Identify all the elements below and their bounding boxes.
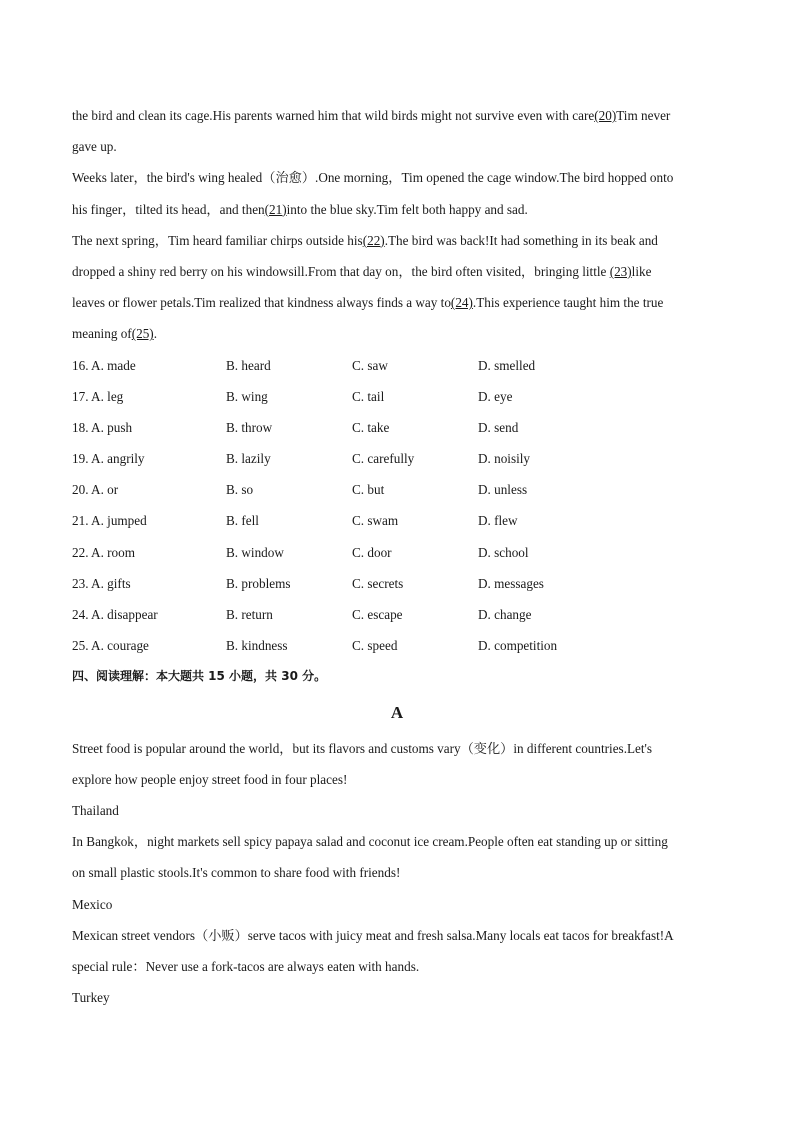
option-a: 17. A. leg	[72, 388, 124, 404]
option-c: C. saw	[352, 357, 388, 373]
option-b: B. return	[226, 607, 273, 622]
option-b: B. heard	[226, 357, 271, 373]
question-row	[72, 599, 722, 630]
cloze-text: .	[153, 326, 157, 342]
option-a: 23. A. gifts	[72, 575, 131, 591]
passage-line: special rule：Never use a fork-tacos are always eaten with hands.	[72, 958, 420, 974]
cloze-text: the bird and clean its cage.His parents warned him that wild birds might not survive even with care	[72, 108, 595, 123]
option-b: B. window	[226, 544, 284, 560]
option-d: D. messages	[478, 575, 544, 591]
option-a: 25. A. courage	[72, 638, 149, 654]
question-row	[72, 630, 722, 661]
option-d: D. noisily	[478, 451, 531, 467]
question-row	[72, 505, 722, 536]
blank-25: (25)	[131, 326, 154, 342]
passage-title: A	[390, 702, 404, 722]
option-d: D. smelled	[478, 357, 536, 373]
section-heading: 四、阅读理解：本大题共 15 小题，共 30 分。	[72, 669, 327, 684]
passage-subheading: Turkey	[72, 990, 110, 1006]
option-a: 16. A. made	[72, 357, 136, 373]
option-c: C. escape	[352, 607, 403, 622]
cloze-text: The next spring，Tim heard familiar chirps outside his	[72, 232, 363, 248]
cloze-text: his finger，tilted its head，and then	[72, 201, 265, 217]
question-list	[72, 350, 722, 662]
option-c: C. secrets	[352, 575, 404, 591]
blank-22: (22)	[362, 232, 385, 248]
cloze-line	[72, 256, 722, 287]
option-d: D. school	[478, 544, 529, 560]
option-c: C. but	[352, 482, 385, 498]
option-d: D. competition	[478, 638, 558, 654]
passage-line: In Bangkok，night markets sell spicy papaya salad and coconut ice cream.People often eat standing up or sitting	[72, 834, 668, 850]
cloze-text: gave up.	[72, 139, 117, 155]
cloze-line	[72, 131, 722, 162]
cloze-text: .The bird was back!It had something in its beak and	[384, 232, 658, 248]
cloze-line	[72, 194, 722, 225]
cloze-text: like	[631, 263, 652, 279]
option-d: D. send	[478, 419, 519, 435]
cloze-line	[72, 225, 722, 256]
cloze-text: dropped a shiny red berry on his windowsill.From that day on，the bird often visited，bringing little	[72, 263, 610, 279]
question-row	[72, 568, 722, 599]
blank-20: (20)	[594, 108, 617, 123]
question-row	[72, 537, 722, 568]
question-row	[72, 474, 722, 505]
passage-a	[72, 733, 722, 1014]
option-b: B. so	[226, 482, 254, 498]
option-d: D. change	[478, 607, 532, 622]
cloze-text: .This experience taught him the true	[472, 295, 664, 311]
option-b: B. lazily	[226, 451, 271, 467]
option-c: C. carefully	[352, 451, 415, 467]
option-b: B. problems	[226, 575, 291, 591]
option-a: 24. A. disappear	[72, 607, 158, 622]
cloze-text: leaves or flower petals.Tim realized that kindness always finds a way to	[72, 295, 451, 311]
option-b: B. wing	[226, 388, 268, 404]
option-a: 21. A. jumped	[72, 513, 147, 529]
cloze-line	[72, 287, 722, 318]
question-row	[72, 443, 722, 474]
option-d: D. unless	[478, 482, 528, 498]
option-c: C. swam	[352, 513, 399, 529]
document-page	[72, 100, 722, 1013]
passage-line: Mexican street vendors（小贩）serve tacos with juicy meat and fresh salsa.Many locals eat tacos for breakfast!A	[72, 927, 674, 943]
option-c: C. speed	[352, 638, 398, 654]
blank-21: (21)	[264, 201, 287, 217]
passage-line: Street food is popular around the world，but its flavors and customs vary（变化）in different countries.Let's	[72, 740, 653, 756]
question-row	[72, 350, 722, 381]
option-d: D. flew	[478, 513, 518, 529]
option-b: B. throw	[226, 419, 273, 435]
cloze-line	[72, 162, 722, 193]
option-c: C. tail	[352, 388, 385, 404]
passage-subheading: Thailand	[72, 802, 119, 818]
cloze-text: into the blue sky.Tim felt both happy and sad.	[286, 201, 528, 217]
cloze-line	[72, 100, 722, 131]
blank-23: (23)	[609, 263, 632, 279]
passage-line: explore how people enjoy street food in four places!	[72, 771, 348, 787]
cloze-text: Weeks later，the bird's wing healed（治愈）.One morning，Tim opened the cage window.The bird hopped onto	[72, 170, 674, 186]
option-a: 22. A. room	[72, 544, 136, 560]
cloze-text: meaning of	[72, 326, 132, 342]
option-c: C. door	[352, 544, 392, 560]
question-row	[72, 412, 722, 443]
option-a: 19. A. angrily	[72, 451, 145, 467]
option-d: D. eye	[478, 388, 513, 404]
passage-subheading: Mexico	[72, 896, 113, 912]
cloze-text: Tim never	[616, 108, 671, 123]
option-a: 20. A. or	[72, 482, 119, 498]
option-b: B. kindness	[226, 638, 288, 654]
option-b: B. fell	[226, 513, 259, 529]
option-c: C. take	[352, 419, 390, 435]
blank-24: (24)	[450, 295, 473, 311]
question-row	[72, 381, 722, 412]
option-a: 18. A. push	[72, 419, 133, 435]
cloze-line	[72, 318, 722, 349]
passage-line: on small plastic stools.It's common to share food with friends!	[72, 865, 401, 881]
